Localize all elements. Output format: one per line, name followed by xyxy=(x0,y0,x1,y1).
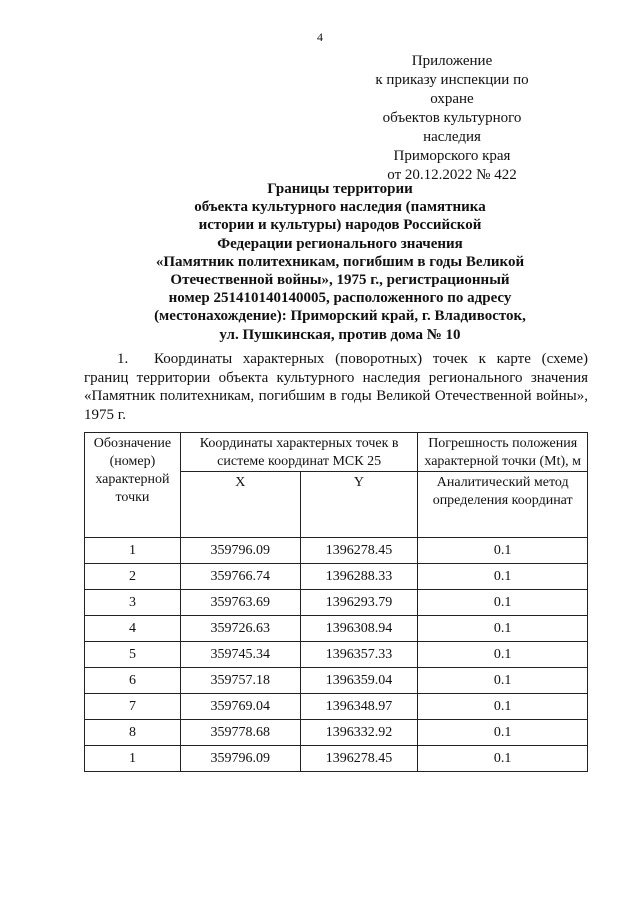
title-line: номер 251410140140005, расположенного по адресу xyxy=(168,290,512,307)
table-row xyxy=(85,564,588,590)
paragraph-text: Координаты характерных (поворотных) точек к карте (схеме) границ территории объекта культурного наследия регионального значения «Памятник политехникам, погибшим в годы Великой Отечественной войны», 1975 г. xyxy=(84,351,588,423)
title-line: (местонахождение): Приморский край, г. Владивосток, xyxy=(154,308,526,325)
cell-y: 1396357.33 xyxy=(300,642,418,668)
cell-point: 4 xyxy=(85,616,181,642)
table-row xyxy=(85,668,588,694)
table-row xyxy=(85,590,588,616)
appendix-line: к приказу инспекции по охране xyxy=(375,72,529,107)
header-coordinates: Координаты характерных точек в системе координат МСК 25 xyxy=(180,433,417,472)
cell-mt: 0.1 xyxy=(418,694,588,720)
table-row xyxy=(85,538,588,564)
table-row xyxy=(85,746,588,772)
header-x: X xyxy=(180,472,300,538)
table-row xyxy=(85,720,588,746)
cell-point: 3 xyxy=(85,590,181,616)
appendix-line: Приморского края xyxy=(393,148,511,164)
cell-x: 359757.18 xyxy=(180,668,300,694)
cell-mt: 0.1 xyxy=(418,746,588,772)
cell-mt: 0.1 xyxy=(418,616,588,642)
header-point: Обозначение (номер) характерной точки xyxy=(85,433,181,538)
title-line: Отечественной войны», 1975 г., регистрационный xyxy=(170,272,510,289)
cell-point: 5 xyxy=(85,642,181,668)
cell-mt: 0.1 xyxy=(418,564,588,590)
document-title xyxy=(90,180,590,344)
cell-y: 1396278.45 xyxy=(300,746,418,772)
title-line: объекта культурного наследия (памятника xyxy=(194,199,486,216)
cell-point: 6 xyxy=(85,668,181,694)
cell-x: 359778.68 xyxy=(180,720,300,746)
cell-x: 359766.74 xyxy=(180,564,300,590)
page-number: 4 xyxy=(317,30,323,44)
appendix-line: объектов культурного наследия xyxy=(382,110,522,145)
appendix-line: от 20.12.2022 № 422 xyxy=(387,167,517,183)
cell-point: 7 xyxy=(85,694,181,720)
title-line: «Памятник политехникам, погибшим в годы Великой xyxy=(155,253,525,270)
cell-y: 1396278.45 xyxy=(300,538,418,564)
cell-x: 359796.09 xyxy=(180,538,300,564)
cell-x: 359745.34 xyxy=(180,642,300,668)
title-line: Границы территории xyxy=(267,181,413,197)
cell-mt: 0.1 xyxy=(418,538,588,564)
title-line: Федерации регионального значения xyxy=(217,235,463,252)
title-line: ул. Пушкинская, против дома № 10 xyxy=(219,326,461,343)
header-method: Аналитический метод определения координат xyxy=(418,472,588,538)
cell-y: 1396293.79 xyxy=(300,590,418,616)
table-row xyxy=(85,694,588,720)
cell-point: 2 xyxy=(85,564,181,590)
cell-y: 1396332.92 xyxy=(300,720,418,746)
table-body xyxy=(85,538,588,772)
cell-x: 359726.63 xyxy=(180,616,300,642)
cell-x: 359769.04 xyxy=(180,694,300,720)
cell-mt: 0.1 xyxy=(418,590,588,616)
appendix-line: Приложение xyxy=(411,53,493,69)
cell-x: 359796.09 xyxy=(180,746,300,772)
cell-point: 1 xyxy=(85,538,181,564)
cell-y: 1396308.94 xyxy=(300,616,418,642)
cell-y: 1396288.33 xyxy=(300,564,418,590)
cell-y: 1396359.04 xyxy=(300,668,418,694)
header-error: Погрешность положения характерной точки (Mt), м xyxy=(418,433,588,472)
table-row xyxy=(85,616,588,642)
cell-mt: 0.1 xyxy=(418,720,588,746)
cell-point: 1 xyxy=(85,746,181,772)
paragraph-number: 1. xyxy=(117,351,129,367)
cell-mt: 0.1 xyxy=(418,668,588,694)
header-y: Y xyxy=(300,472,418,538)
cell-point: 8 xyxy=(85,720,181,746)
cell-mt: 0.1 xyxy=(418,642,588,668)
cell-y: 1396348.97 xyxy=(300,694,418,720)
coordinates-table xyxy=(84,432,588,772)
paragraph-1 xyxy=(84,350,588,424)
table-row xyxy=(85,642,588,668)
cell-x: 359763.69 xyxy=(180,590,300,616)
title-line: истории и культуры) народов Российской xyxy=(198,217,482,234)
appendix-block xyxy=(352,52,552,185)
